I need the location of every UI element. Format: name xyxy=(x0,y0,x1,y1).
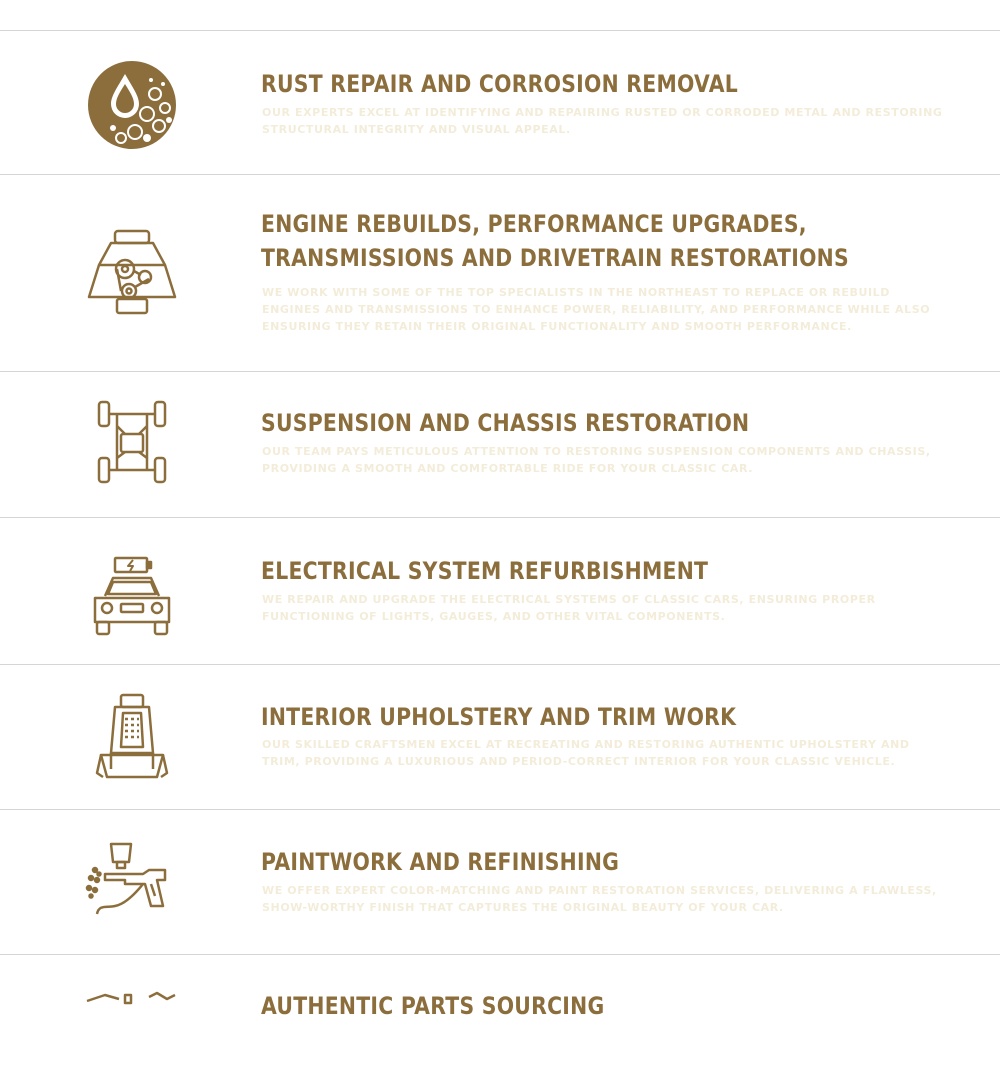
service-title: INTERIOR UPHOLSTERY AND TRIM WORK xyxy=(261,703,737,731)
car-seat-icon xyxy=(85,693,179,787)
service-item-paintwork xyxy=(0,809,1000,955)
engine-icon xyxy=(85,225,179,319)
service-title: AUTHENTIC PARTS SOURCING xyxy=(261,992,605,1020)
service-item-rust-repair xyxy=(0,30,1000,175)
service-item-parts-sourcing xyxy=(0,954,1000,1020)
car-battery-icon xyxy=(85,552,179,646)
service-item-suspension xyxy=(0,371,1000,518)
parts-icon xyxy=(85,991,179,1085)
spray-gun-icon xyxy=(85,834,179,928)
service-title: SUSPENSION AND CHASSIS RESTORATION xyxy=(261,409,750,437)
service-item-interior xyxy=(0,664,1000,810)
chassis-icon xyxy=(85,396,179,490)
service-item-engine xyxy=(0,174,1000,372)
service-description: OUR TEAM PAYS METICULOUS ATTENTION TO RESTORING SUSPENSION COMPONENTS AND CHASSIS, PROVIDING A SMOOTH AND COMFORTABLE RIDE FOR YOUR CLASSIC CAR. xyxy=(262,445,931,475)
service-description: OUR EXPERTS EXCEL AT IDENTIFYING AND REPAIRING RUSTED OR CORRODED METAL AND RESTORING STRUCTURAL INTEGRITY AND VISUAL APPEAL. xyxy=(262,106,943,136)
service-item-electrical xyxy=(0,517,1000,665)
service-description: WE WORK WITH SOME OF THE TOP SPECIALISTS IN THE NORTHEAST TO REPLACE OR REBUILD ENGINES AND TRANSMISSIONS TO ENHANCE POWER, RELIABILITY, AND PERFORMANCE WHILE ALSO ENSURING THEY RETAIN THEIR ORIGINAL FUNCTIONALITY AND SMOOTH PERFORMANCE. xyxy=(262,286,931,333)
service-title: PAINTWORK AND REFINISHING xyxy=(261,848,620,876)
service-title: ENGINE REBUILDS, PERFORMANCE UPGRADES, TRANSMISSIONS AND DRIVETRAIN RESTORATIONS xyxy=(261,210,849,272)
service-title: RUST REPAIR AND CORROSION REMOVAL xyxy=(261,70,739,98)
service-description: OUR SKILLED CRAFTSMEN EXCEL AT RECREATING AND RESTORING AUTHENTIC UPHOLSTERY AND TRIM, PROVIDING A LUXURIOUS AND PERIOD-CORRECT INTERIOR FOR YOUR CLASSIC VEHICLE. xyxy=(262,738,910,768)
service-title: ELECTRICAL SYSTEM REFURBISHMENT xyxy=(261,557,709,585)
service-description: WE REPAIR AND UPGRADE THE ELECTRICAL SYSTEMS OF CLASSIC CARS, ENSURING PROPER FUNCTIONING OF LIGHTS, GAUGES, AND OTHER VITAL COMPONENTS. xyxy=(262,593,876,623)
service-description: WE OFFER EXPERT COLOR-MATCHING AND PAINT RESTORATION SERVICES, DELIVERING A FLAWLESS, SHOW-WORTHY FINISH THAT CAPTURES THE ORIGINAL BEAUTY OF YOUR CAR. xyxy=(262,884,937,914)
rust-drop-icon xyxy=(85,58,179,152)
